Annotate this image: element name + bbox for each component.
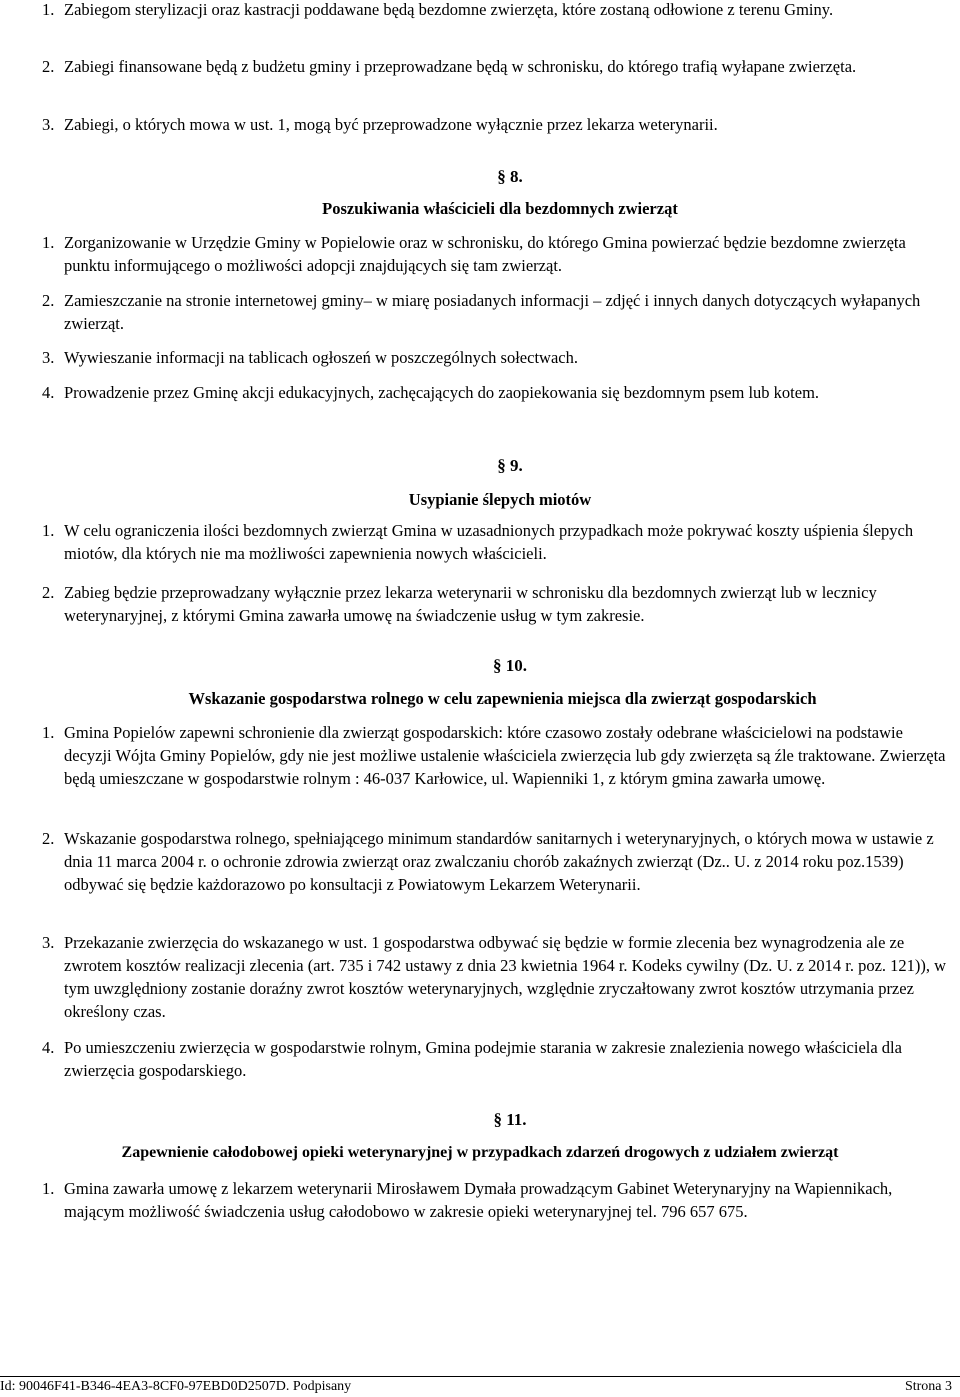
- page-footer: [0, 1376, 960, 1397]
- paragraph-text: Przekazanie zwierzęcia do wskazanego w ust. 1 gospodarstwa odbywać się będzie w formie zlecenia bez wynagrodzenia ale ze zwrotem kosztów realizacji zlecenia (art. 735 i 742 ustawy z dnia 23 kwietnia 1964 r. Kodeks cywilny (Dz. U. z 2014 r. poz. 121)), w tym uwzględniony zostanie doraźny zwrot kosztów weterynaryjnych, względnie zryczałtowany zwrot kosztów utrzymania przez określony czas.: [64, 933, 947, 1021]
- section-title: Usypianie ślepych miotów: [408, 490, 592, 509]
- paragraph-number: 2.: [42, 57, 55, 76]
- section-title: Poszukiwania właścicieli dla bezdomnych zwierząt: [322, 199, 678, 218]
- paragraph-text: Zabiegom sterylizacji oraz kastracji poddawane będą bezdomne zwierzęta, które zostaną odłowione z terenu Gminy.: [64, 0, 834, 19]
- paragraph-number: 2.: [42, 291, 55, 310]
- paragraph-number: 1.: [42, 0, 55, 19]
- paragraph-text: Zorganizowanie w Urzędzie Gminy w Popielowie oraz w schronisku, do którego Gmina powierzać będzie bezdomne zwierzęta punktu informującego o możliwości adopcji znajdujących się tam zwierząt.: [64, 233, 906, 275]
- paragraph-text: Zabieg będzie przeprowadzany wyłącznie przez lekarza weterynarii w schronisku dla bezdomnych zwierząt lub w lecznicy weterynaryjnej, z którymi Gmina zawarła umowę na świadczenie usług w tym zakresie.: [64, 583, 877, 625]
- page-number-label: Strona 3: [904, 1379, 952, 1394]
- section-paragraph: [0, 931, 960, 1023]
- section-title: Zapewnienie całodobowej opieki weterynaryjnej w przypadkach zdarzeń drogowych z udziałem zwierząt: [121, 1144, 839, 1161]
- intro-paragraph: [0, 113, 960, 136]
- paragraph-number: 2.: [42, 583, 55, 602]
- section-paragraph: [0, 581, 960, 627]
- section-paragraph: [0, 381, 960, 404]
- section-title: Wskazanie gospodarstwa rolnego w celu zapewnienia miejsca dla zwierząt gospodarskich: [188, 689, 817, 708]
- paragraph-text: W celu ograniczenia ilości bezdomnych zwierząt Gmina w uzasadnionych przypadkach może pokrywać koszty uśpienia ślepych miotów, dla których nie ma możliwości zapewnienia nowych właścicieli.: [64, 521, 914, 563]
- paragraph-number: 3.: [42, 348, 55, 367]
- section-paragraph: [0, 1036, 960, 1082]
- paragraph-text: Wskazanie gospodarstwa rolnego, spełniającego minimum standardów sanitarnych i weterynaryjnych, o których mowa w ustawie z dnia 11 marca 2004 r. o ochronie zdrowia zwierząt oraz zwalczaniu chorób zakaźnych zwierząt (Dz.. U. z 2014 roku poz.1539) odbywać się będzie każdorazowo po konsultacji z Powiatowym Lekarzem Weterynarii.: [64, 829, 934, 894]
- paragraph-text: Wywieszanie informacji na tablicach ogłoszeń w poszczególnych sołectwach.: [64, 348, 578, 367]
- paragraph-text: Po umieszczeniu zwierzęcia w gospodarstwie rolnym, Gmina podejmie starania w zakresie znalezienia nowego właściciela dla zwierzęcia gospodarskiego.: [64, 1038, 902, 1080]
- paragraph-text: Zabiegi, o których mowa w ust. 1, mogą być przeprowadzone wyłącznie przez lekarza weterynarii.: [64, 115, 718, 134]
- section-number: § 9.: [497, 456, 523, 475]
- paragraph-number: 1.: [42, 521, 55, 540]
- section-paragraph: [0, 519, 960, 565]
- paragraph-number: 4.: [42, 1038, 55, 1057]
- paragraph-number: 1.: [42, 1179, 55, 1198]
- section-paragraph: [0, 231, 960, 277]
- paragraph-number: 4.: [42, 383, 55, 402]
- section-paragraph: [0, 827, 960, 896]
- section-paragraph: [0, 346, 960, 369]
- paragraph-number: 3.: [42, 115, 55, 134]
- section-paragraph: [0, 721, 960, 790]
- paragraph-number: 2.: [42, 829, 55, 848]
- section-paragraph: [0, 1177, 960, 1223]
- paragraph-text: Prowadzenie przez Gminę akcji edukacyjnych, zachęcających do zaopiekowania się bezdomnym psem lub kotem.: [64, 383, 820, 402]
- paragraph-text: Gmina zawarła umowę z lekarzem weterynarii Mirosławem Dymała prowadzącym Gabinet Weterynaryjny na Wapiennikach, mającym możliwość świadczenia usług całodobowo w zakresie opieki weterynaryjnej tel. 796 657 675.: [64, 1179, 893, 1221]
- paragraph-number: 3.: [42, 933, 55, 952]
- section-paragraph: [0, 289, 960, 335]
- paragraph-text: Zabiegi finansowane będą z budżetu gminy i przeprowadzane będą w schronisku, do którego trafią wyłapane zwierzęta.: [64, 57, 857, 76]
- document-id-label: Id: 90046F41-B346-4EA3-8CF0-97EBD0D2507D. Podpisany: [0, 1379, 352, 1394]
- intro-paragraph: [0, 55, 960, 78]
- paragraph-number: 1.: [42, 723, 55, 742]
- section-number: § 8.: [497, 167, 523, 186]
- paragraph-number: 1.: [42, 233, 55, 252]
- paragraph-text: Gmina Popielów zapewni schronienie dla zwierząt gospodarskich: które czasowo zostały odebrane właścicielowi na podstawie decyzji Wójta Gminy Popielów, gdy nie jest możliwe ustalenie właściciela zwierzęcia lub gdy zwierzęta są źle traktowane. Zwierzęta będą umieszczane w gospodarstwie rolnym : 46-037 Karłowice, ul. Wapienniki 1, z którym gmina zawarła umowę.: [64, 723, 946, 788]
- intro-paragraph: [0, 0, 960, 21]
- section-number: § 11.: [493, 1110, 527, 1129]
- section-number: § 10.: [493, 656, 527, 675]
- paragraph-text: Zamieszczanie na stronie internetowej gminy– w miarę posiadanych informacji – zdjęć i innych danych dotyczących wyłapanych zwierząt.: [64, 291, 921, 333]
